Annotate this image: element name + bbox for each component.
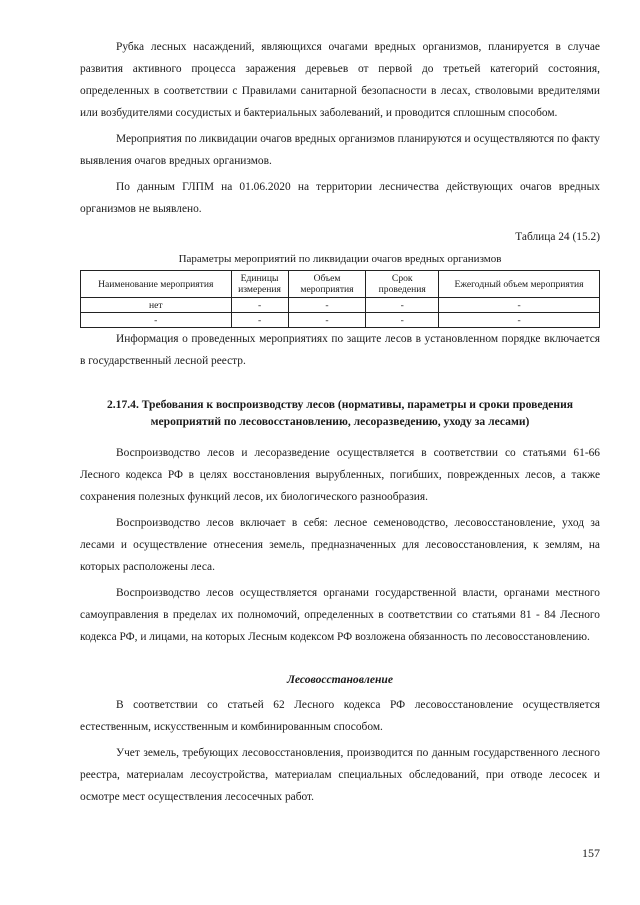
table-number: Таблица 24 (15.2): [515, 231, 600, 243]
table-row: [81, 298, 600, 313]
table-cell: -: [231, 298, 288, 313]
table-cell: -: [366, 298, 439, 313]
table-cell: -: [231, 313, 288, 328]
table-cell: -: [439, 298, 600, 313]
page-number: 157: [582, 846, 600, 860]
paragraph-reforestation-2: Учет земель, требующих лесовосстановления, производится по данным государственного лесного реестра, материалам лесоустройства, материалам специальных обследований, при отводе лесосек и осмотре мест осуществления лесосечных работ.: [80, 747, 600, 803]
paragraph-glpm: По данным ГЛПМ на 01.06.2020 на территории лесничества действующих очагов вредных организмов не выявлено.: [80, 181, 600, 215]
table-cell: -: [366, 313, 439, 328]
header-units: Единицы измерения: [231, 271, 288, 298]
paragraph-felling: Рубка лесных насаждений, являющихся очагами вредных организмов, планируется в случае развития активного процесса заражения деревьев от первой до третьей категорий состояния, определенных в соответствии с Правилами санитарной безопасности в лесах, стволовыми вредителями или возбудителями сосудистых и бактериальных заболеваний, и проводится сплошным способом.: [80, 41, 600, 119]
paragraph-reproduction-1: Воспроизводство лесов и лесоразведение осуществляется в соответствии со статьями 61-66 Лесного кодекса РФ в целях восстановления вырубленных, погибших, поврежденных лесов, а также сохранения полезных функций лесов, их биологического разнообразия.: [80, 447, 600, 503]
table-row: [81, 313, 600, 328]
header-term: Срок проведения: [366, 271, 439, 298]
table-caption: Параметры мероприятий по ликвидации очагов вредных организмов: [178, 253, 502, 265]
header-volume: Объем мероприятия: [288, 271, 366, 298]
table-cell: -: [288, 313, 366, 328]
section-heading: 2.17.4. Требования к воспроизводству лесов (нормативы, параметры и сроки проведения мероприятий по лесовосстановлению, лесоразведению, уходу за лесами): [106, 398, 574, 428]
header-name: Наименование мероприятия: [81, 271, 232, 298]
paragraph-measures: Мероприятия по ликвидации очагов вредных организмов планируются и осуществляются по факту выявления очагов вредных организмов.: [80, 133, 600, 167]
table-cell: -: [81, 313, 232, 328]
paragraph-reproduction-2: Воспроизводство лесов включает в себя: лесное семеноводство, лесовосстановление, уход за лесами и осуществление отнесения земель, предназначенных для лесовосстановления, к землям, на которых расположены леса.: [80, 517, 600, 573]
table-cell: нет: [81, 298, 232, 313]
paragraph-reproduction-3: Воспроизводство лесов осуществляется органами государственной власти, органами местного самоуправления в пределах их полномочий, определенных в соответствии со статьями 81 - 84 Лесного кодекса РФ, и лицами, на которых Лесным кодексом РФ возложена обязанность по лесовосстановлению.: [80, 587, 600, 643]
paragraph-registry: Информация о проведенных мероприятиях по защите лесов в установленном порядке включается в государственный лесной реестр.: [80, 333, 600, 367]
header-annual-volume: Ежегодный объем мероприятия: [439, 271, 600, 298]
params-table: [80, 270, 600, 328]
paragraph-reforestation-1: В соответствии со статьей 62 Лесного кодекса РФ лесовосстановление осуществляется естественным, искусственным и комбинированным способом.: [80, 699, 600, 733]
subsection-heading: Лесовосстановление: [286, 673, 394, 686]
table-cell: -: [439, 313, 600, 328]
table-header-row: [81, 271, 600, 298]
table-cell: -: [288, 298, 366, 313]
